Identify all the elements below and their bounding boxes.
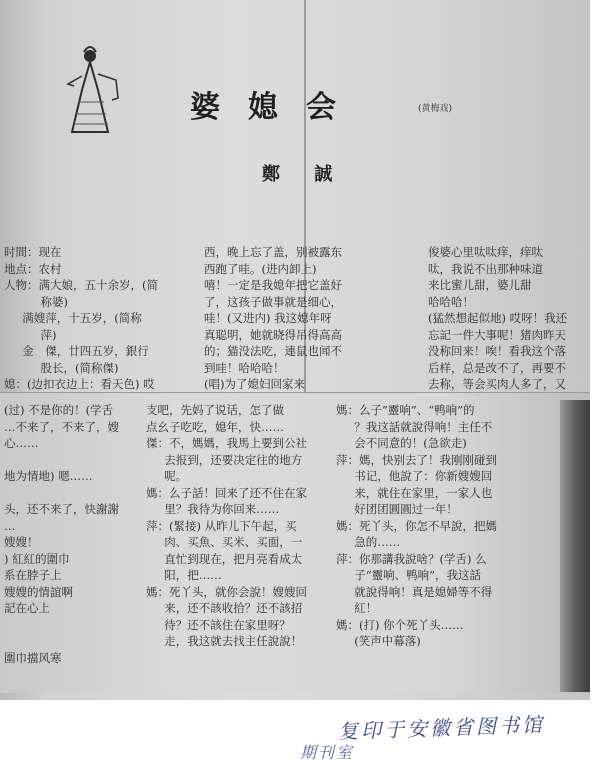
text-line: 心…… xyxy=(4,436,39,450)
text-line: 金 傑，廿四五岁，銀行 xyxy=(4,344,149,358)
text-line: 称婆) xyxy=(4,294,69,309)
play-genre: (黄梅戏) xyxy=(418,104,453,114)
opera-figure-illustration xyxy=(60,40,122,140)
text-line: 去称，等会买肉人多了，又 xyxy=(428,377,566,391)
text-line: 傑：不，媽媽，我馬上要到公社 xyxy=(146,436,307,450)
text-line: (过) 不是你的！(学舌 xyxy=(4,403,114,417)
text-line: 来比蜜儿甜，婆儿甜 xyxy=(428,278,532,292)
text-line: (猛然想起似地) 哎呀！我还 xyxy=(428,311,568,325)
text-line: 肉、买魚、买米、买面，一 xyxy=(146,535,303,549)
text-line: 子“靈响、鸭响”，我这話 xyxy=(336,568,482,582)
text-line: 忘記一件大事呢！猪肉昨天 xyxy=(428,327,566,342)
text-line: 真聪明，她就晓得吊得高高 xyxy=(204,327,342,342)
text-column-6 xyxy=(336,402,558,682)
text-line: 里？我待为你回来…… xyxy=(146,502,280,516)
library-stamp-handwriting-2: 期刊室 xyxy=(300,743,355,762)
text-line: 没称回来！唉！看我这个落 xyxy=(428,344,566,358)
text-line: 萍：媽，快别去了！我刚刚碰到 xyxy=(336,452,497,467)
text-column-3 xyxy=(428,244,574,404)
text-column-5 xyxy=(146,402,326,682)
text-line xyxy=(4,633,144,650)
text-line: 待？还不該住在家里呀？ xyxy=(146,617,291,632)
text-line: 书记，他說了：你新嫂嫂回 xyxy=(336,469,493,483)
page-edge-shadow xyxy=(560,400,590,692)
text-line: …不来了，不来了，嫂 xyxy=(4,419,119,434)
text-line xyxy=(4,617,144,634)
text-line: 人物：满大娘，五十余岁，(简 xyxy=(4,278,158,292)
text-column-4 xyxy=(4,402,144,682)
text-line: 媳：(边扣衣边上：看天色) 哎 xyxy=(4,377,155,391)
text-line: 萍：你那講我說啥？(学舌) 么 xyxy=(336,551,487,566)
text-line: 会不同意的！(急欲走) xyxy=(336,436,467,450)
text-line xyxy=(4,485,144,502)
text-line: 了，这孩子做事就是细心， xyxy=(204,294,342,309)
author-name: 鄭 誠 xyxy=(262,164,347,185)
text-line: 媽：死丫头，就你会說！嫂嫂回 xyxy=(146,584,307,599)
text-line: ？我这話就說得响！主任不 xyxy=(336,419,493,434)
text-line: 点幺子吃吃，媳年，快…… xyxy=(146,419,284,434)
text-line: 媽：么子“靈响”、“鸭响”的 xyxy=(336,403,475,417)
text-line: 萍：(緊接) 从昨儿下午起，买 xyxy=(146,518,297,533)
text-line: 来，还不該收拾？还不該招 xyxy=(146,601,303,615)
text-line: 媽：(打) 你个死丫头…… xyxy=(336,617,464,632)
text-line: 西，晚上忘了盖，别被露东 xyxy=(204,245,342,259)
text-line: 媽：么子話！回来了还不住在家 xyxy=(146,485,307,500)
text-line: 紅！ xyxy=(336,601,378,615)
text-line: 好团团圓圓过一年！ xyxy=(336,502,458,516)
text-line: 就說得响！真是媳婦等不得 xyxy=(336,584,493,599)
text-line: 时間：现在 xyxy=(4,245,62,259)
text-line: 的；猫没法吃，連鼠也闻不 xyxy=(204,344,342,358)
text-column-1 xyxy=(4,244,200,404)
text-line: 萍) xyxy=(4,327,57,342)
text-line: 直忙到现在，把月亮看成太 xyxy=(146,551,303,566)
text-line: 后样，总是改不了，再要不 xyxy=(428,360,566,375)
text-line: 呔，我说不出那种味道 xyxy=(428,261,543,276)
text-line: 媽：死丫头，你怎不早說，把媽 xyxy=(336,518,497,533)
text-line: 阳，把…… xyxy=(146,568,222,582)
text-line: 哇！(又进内) 我这媳年呀 xyxy=(204,311,332,325)
text-line: 去报到，还要决定往的地方 xyxy=(146,452,303,467)
text-line: 急的…… xyxy=(336,535,401,549)
text-line: (唱)为了媳妇回家来 xyxy=(204,377,305,391)
text-line: 地为情地) 嗯…… xyxy=(4,469,93,483)
text-line: 股长，(简称傑) xyxy=(4,360,119,375)
text-line: … xyxy=(4,518,16,533)
library-stamp-handwriting: 复印于安徽省图书馆 xyxy=(337,712,546,744)
text-line: 到哇！哈哈哈！ xyxy=(204,360,285,375)
text-line: 系在脖子上 xyxy=(4,568,62,582)
text-line: 哈哈哈！ xyxy=(428,294,474,309)
text-line: 俊婆心里呔呔痒，痒呔 xyxy=(428,245,543,259)
text-line: 头，还不来了，快謝謝 xyxy=(4,502,119,516)
text-line: 支吧，先妈了说话，怎了做 xyxy=(146,403,284,417)
text-line: 满嫂萍，十五岁，(简称 xyxy=(4,311,142,325)
text-line: 走，我这就去找主任說說！ xyxy=(146,634,303,648)
text-line: 圍巾擋风寒 xyxy=(4,650,62,665)
play-title: 婆媳会 xyxy=(190,90,364,125)
text-line: ) 紅紅的圍巾 xyxy=(4,551,70,566)
text-line: 嫂嫂的情誼啊 xyxy=(4,584,73,599)
text-column-2 xyxy=(204,244,406,404)
text-line: 来，就住在家里，一家人也 xyxy=(336,485,493,500)
text-line: 記在心上 xyxy=(4,601,50,615)
text-line: 地点：农村 xyxy=(4,261,62,276)
text-line xyxy=(4,452,144,469)
text-line: (笑声中幕落) xyxy=(336,634,421,648)
text-line: 嘻！一定是我媳年把它盖好 xyxy=(204,278,342,292)
text-line: 西跑了哇。(进内卸上) xyxy=(204,261,317,276)
text-line: 嫂嫂！ xyxy=(4,535,39,549)
text-line: 呢。 xyxy=(146,469,188,483)
